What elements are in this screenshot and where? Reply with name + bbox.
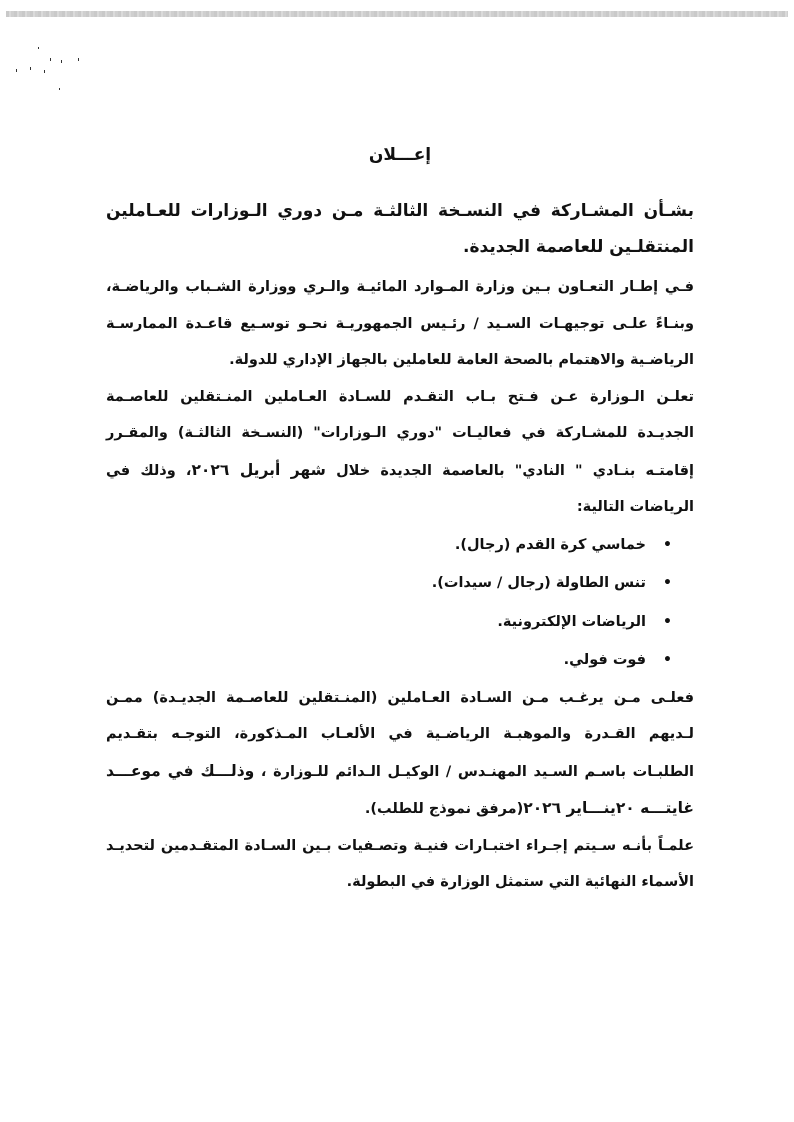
- sports-list-item: [106, 603, 672, 642]
- paragraph-application-tail: (مرفق نموذج للطلب).: [364, 801, 524, 817]
- sport-name: تنس الطاولة (رجال / سيدات).: [431, 575, 646, 591]
- sport-name: فوت فولي.: [563, 652, 646, 668]
- paragraph-announcement-text: تعلـن الـوزارة عـن فـتح بـاب التقـدم للسـادة العـاملين المنـتقلين للعاصـمة الجديـدة للمشـاركة في فعاليـات "دوري الـوزارات" (النسـخة الثالثـة) والمقـرر إقامتـه بنـادي " النادي" بالعاصمة الجديدة خلال: [106, 388, 695, 479]
- deadline-highlight: وذلـــك في موعـــد غايتـــه ٢٠ينـــاير ٢٠٢٦: [106, 761, 694, 817]
- bullet-icon: •: [663, 652, 672, 668]
- sport-name: خماسي كرة القدم (رجال).: [454, 536, 646, 553]
- event-date-highlight: شهر أبريل ٢٠٢٦: [191, 460, 326, 479]
- bullet-icon: •: [663, 613, 672, 630]
- bullet-icon: •: [663, 536, 672, 553]
- document-subject: بشـأن المشـاركة في النسـخة الثالثـة مـن دوري الـوزارات للعـاملين المنتقلـين للعاصمة الجديدة.: [106, 201, 694, 257]
- sports-list-item: [106, 641, 672, 680]
- document-title: إعـــلان: [368, 145, 432, 165]
- paragraph-application-text: فعلـى مـن يرغـب مـن السـادة العـاملين (المنـتقلين للعاصـمة الجديـدة) ممـن لـديهم القـدرة والموهبـة الرياضـية في الألعـاب المـذكورة، التوجـه بتقـديم الطلبـات باسـم السـيد المهنـدس / الوكيـل الـدائم للـوزارة ،: [106, 689, 694, 780]
- paragraph-announcement-tail: ، وذلك في الرياضات التالية:: [106, 462, 694, 515]
- announcement-document: [106, 145, 694, 901]
- paragraph-application: [106, 680, 694, 828]
- sports-list: [106, 526, 694, 680]
- scan-border-artifact: [6, 11, 788, 17]
- sports-list-item: [106, 564, 672, 603]
- paragraph-selection-note: علمـاً بأنـه سـيتم إجـراء اختبـارات فنيـة وتصـفيات بـين السـادة المتقـدمين لتحديـد الأسماء النهائية التي ستمثل الوزارة في البطولة.: [106, 837, 694, 890]
- sport-name: الرياضات الإلكترونية.: [497, 613, 646, 630]
- bullet-icon: •: [663, 575, 672, 591]
- paragraph-context: فـي إطـار التعـاون بـين وزارة المـوارد المائيـة والـري ووزارة الشـباب والرياضـة، وبنـاءً علـى توجيهـات السـيد / رئـيس الجمهوريـة نحـو توسـيع قاعـدة الممارسـة الرياضـية والاهتمام بالصحة العامة للعاملين بالجهاز الإداري للدولة.: [106, 279, 694, 368]
- sports-list-item: [106, 526, 672, 565]
- paragraph-announcement: [106, 379, 694, 526]
